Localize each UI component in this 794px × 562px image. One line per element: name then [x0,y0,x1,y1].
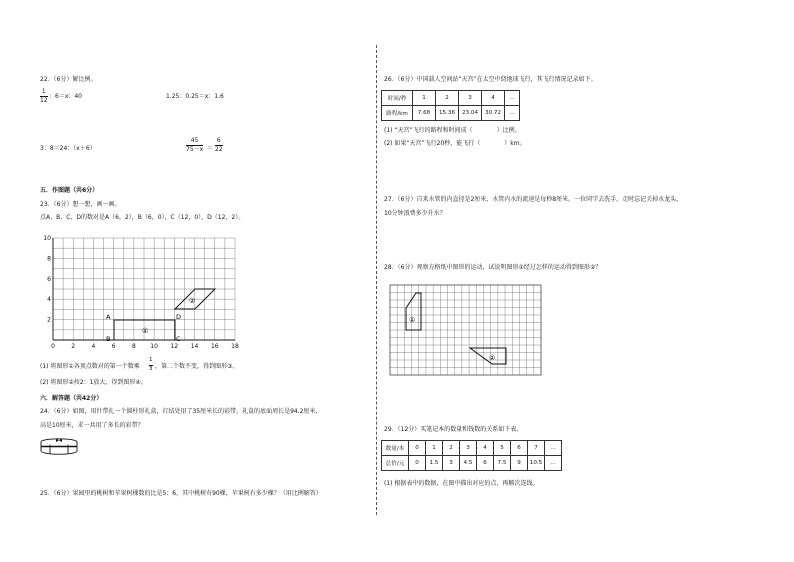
y-tick-label: 8 [47,255,51,263]
q22-eq2: 1.25：0.25＝x：1.6 [166,93,224,100]
table-cell: 6 [477,456,494,471]
q29-data-table [381,440,562,471]
gift-box-cylinder-illustration [39,436,81,458]
table-cell: 7 [528,441,545,456]
label-a: A [106,313,111,321]
table-cell: 7.68 [413,106,436,121]
table-cell: 路程/km [382,106,413,121]
q27-line2: 10分钟浪费多少升水？ [384,210,446,217]
label-d: D [176,313,182,321]
table-cell: 0 [409,456,426,471]
q22-eq1: ：6＝x：40 [49,93,83,100]
q23-sub1-suffix: ，第二个数不变，得到图形③。 [155,363,239,370]
shape-1-label: ① [142,327,149,335]
q22-title: 22．（6分）解比例。 [40,76,97,83]
q26-data-table [381,90,520,121]
page-divider [376,45,377,515]
table-cell: 30.72 [482,106,505,121]
table-cell: 数量/本 [382,441,409,456]
q23-sub2: (2) 将图形②按2：1放大，得到图形④。 [40,379,147,386]
q26-sub1: (1) “天宫”飞行的路程和时间成（ ）比例。 [384,127,521,134]
table-cell: 23.04 [459,106,482,121]
q24-line2: 高是10厘米，求一共用了多长的彩带？ [40,422,144,429]
x-tick-label: 16 [210,343,219,350]
fraction-denominator: 3 [149,365,153,372]
table-cell: 3 [460,441,477,456]
label-b: B [106,335,111,343]
x-tick-label: 4 [91,343,96,350]
y-tick-label: 10 [43,235,51,242]
x-tick-label: 6 [111,343,116,350]
label-c: C [176,335,181,343]
table-cell: 3 [443,456,460,471]
section-5-heading: 五．作图题（共6分） [40,187,99,194]
q23-coordinate-grid [38,231,243,351]
table-cell: 时间/秒 [382,91,413,106]
table-cell: 7.5 [494,456,511,471]
q23-sub1-fraction [149,358,153,372]
q27-line1: 27．（6分）自来水管的内直径是2厘米，水管内水的流速是每秒8厘米。一位同学去洗手，走时忘记关掉水龙头， [384,196,683,203]
table-cell: 6 [511,441,528,456]
table-cell: 1.5 [426,456,443,471]
q23-description: 点A、B、C、D的数对是A（6，2），B（6，0），C（12，0），D（12，2）。 [40,214,245,221]
table-cell: 15.36 [436,106,459,121]
q25-line1: 25．（6分）果园里的桃树和苹果树棵数的比是5：6，其中桃树有90棵，苹果树有多少棵？（用比例解答） [40,490,322,497]
q23-sub1-prefix: (1) 将图形①各顶点数对的第一个数乘 [40,363,140,370]
q28-shape-2-label: ② [489,354,496,362]
q28-shape-1-label: ① [409,316,416,324]
table-cell: 1 [426,441,443,456]
fraction-denominator: 75－x [186,146,204,153]
q28-title: 28．（6分）观察方格纸中图形的运动，试说明图形①经过怎样的运动得到图形②？ [384,264,602,271]
table-cell: 10.5 [528,456,545,471]
table-cell: 4.5 [460,456,477,471]
table-cell: 9 [511,456,528,471]
fraction-numerator: 1 [41,88,46,95]
x-tick-label: 8 [131,343,136,350]
q22-eq1-fraction [40,89,48,104]
y-tick-label: 4 [47,296,51,304]
table-row [382,106,520,121]
q29-sub1: (1) 根据表中的数据，在图中描出对应的点，再顺次连线。 [384,480,539,487]
table-cell: 0 [409,441,426,456]
table-cell: … [545,456,562,471]
q23-title: 23．（6分）想一想，画一画。 [40,201,121,208]
x-tick-label: 14 [190,343,199,350]
table-cell: 4 [482,91,505,106]
q26-title: 26．（6分）中国载人空间站“天宫”在太空中绕地球飞行，其飞行情况记录如下。 [384,76,597,83]
q22-eq4-equals: ＝ [207,145,214,152]
table-cell: 5 [494,441,511,456]
x-tick-label: 2 [71,343,76,350]
table-row [382,441,562,456]
q22-eq4-right-fraction [215,138,223,153]
x-tick-label: 12 [170,343,179,350]
x-tick-label: 10 [150,343,158,350]
q28-shape-2 [470,348,506,364]
table-cell: 总价/元 [382,456,409,471]
table-cell: … [505,106,520,121]
table-cell: 2 [443,441,460,456]
section-6-heading: 六．解答题（共42分） [40,395,103,402]
table-cell: 4 [477,441,494,456]
fraction-numerator: 6 [216,137,221,144]
q22-eq3: 3：8＝24：（x＋6） [40,145,96,152]
table-cell: 2 [436,91,459,106]
table-row [382,456,562,471]
q24-line1: 24．（6分）如图，用针带扎一个圆柱形礼盒，打结处用了35厘米长的彩带，礼盒的底面周长是94.2厘米， [40,408,322,415]
table-cell: 3 [459,91,482,106]
y-tick-label: 6 [47,275,51,283]
q22-eq4-left-fraction [186,138,203,153]
shape-2-label: ② [189,297,196,305]
table-cell: 1 [413,91,436,106]
table-cell: … [545,441,562,456]
q29-title: 29．（12分）买笔记本的数量和钱数的关系如下表。 [384,426,523,433]
table-cell: … [505,91,520,106]
fraction-numerator: 45 [190,137,199,144]
fraction-denominator: 22 [215,146,223,153]
fraction-denominator: 12 [40,97,48,104]
table-row [382,91,520,106]
y-tick-label: 2 [47,316,51,324]
fraction-numerator: 1 [149,357,153,363]
q28-square-grid [388,284,544,378]
q26-sub2: (2) 如果“天宫”飞行20秒，能飞行（ ）km。 [384,140,526,147]
x-tick-label: 18 [231,343,239,350]
x-tick-label: 0 [51,343,55,350]
